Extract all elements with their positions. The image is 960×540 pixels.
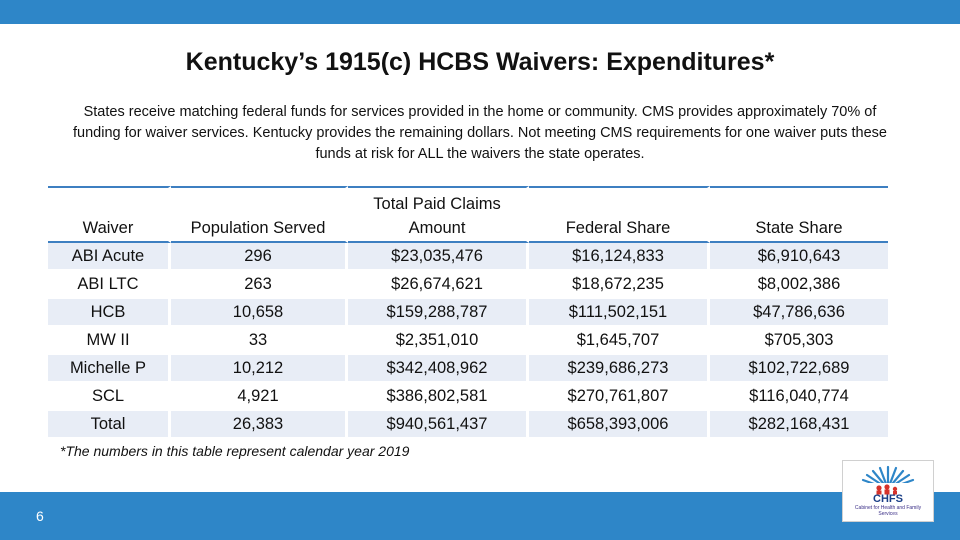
cell-total: $386,802,581 <box>348 383 529 411</box>
footnote: *The numbers in this table represent calendar year 2019 <box>60 443 410 459</box>
cell-federal: $239,686,273 <box>529 355 710 383</box>
cell-total: $26,674,621 <box>348 271 529 299</box>
cell-population: 4,921 <box>171 383 348 411</box>
chfs-logo-name: CHFS <box>873 493 903 505</box>
top-accent-bar <box>0 0 960 24</box>
cell-state: $8,002,386 <box>710 271 888 299</box>
cell-federal: $18,672,235 <box>529 271 710 299</box>
cell-population: 33 <box>171 327 348 355</box>
table-header-row <box>48 186 888 243</box>
cell-population: 296 <box>171 243 348 271</box>
cell-waiver: Michelle P <box>48 355 171 383</box>
cell-state: $116,040,774 <box>710 383 888 411</box>
cell-state: $705,303 <box>710 327 888 355</box>
page-number: 6 <box>36 508 44 524</box>
table-row <box>48 243 888 271</box>
cell-waiver: ABI LTC <box>48 271 171 299</box>
cell-waiver: ABI Acute <box>48 243 171 271</box>
table-row <box>48 299 888 327</box>
header-population: Population Served <box>171 186 348 243</box>
cell-population: 26,383 <box>171 411 348 439</box>
chfs-logo <box>842 460 934 522</box>
table-row <box>48 383 888 411</box>
cell-population: 263 <box>171 271 348 299</box>
cell-total: $940,561,437 <box>348 411 529 439</box>
slide-subtitle: States receive matching federal funds for services provided in the home or community. CMS provides approximately 70% of funding for waiver services. Kentucky provides the remaining dollars. Not meeting CMS requirements for one waiver puts these funds at risk for ALL the waivers the state operates. <box>73 104 887 162</box>
cell-total: $23,035,476 <box>348 243 529 271</box>
cell-federal: $16,124,833 <box>529 243 710 271</box>
header-state: State Share <box>710 186 888 243</box>
cell-total: $159,288,787 <box>348 299 529 327</box>
cell-state: $282,168,431 <box>710 411 888 439</box>
table-row <box>48 327 888 355</box>
expenditures-table <box>48 186 888 439</box>
table-row <box>48 355 888 383</box>
header-federal: Federal Share <box>529 186 710 243</box>
slide-title: Kentucky’s 1915(c) HCBS Waivers: Expenditures* <box>185 48 775 76</box>
cell-federal: $658,393,006 <box>529 411 710 439</box>
cell-total: $342,408,962 <box>348 355 529 383</box>
cell-state: $102,722,689 <box>710 355 888 383</box>
cell-population: 10,212 <box>171 355 348 383</box>
cell-state: $47,786,636 <box>710 299 888 327</box>
cell-waiver: Total <box>48 411 171 439</box>
cell-total: $2,351,010 <box>348 327 529 355</box>
cell-waiver: SCL <box>48 383 171 411</box>
cell-waiver: MW II <box>48 327 171 355</box>
header-total-line1: Total Paid Claims <box>373 195 501 213</box>
chfs-logo-subtext: Cabinet for Health and Family Services <box>854 505 922 517</box>
cell-federal: $1,645,707 <box>529 327 710 355</box>
header-total-paid <box>348 186 529 243</box>
cell-population: 10,658 <box>171 299 348 327</box>
chfs-logo-icon <box>843 461 933 495</box>
table-row-total <box>48 411 888 439</box>
bottom-accent-bar <box>0 492 960 540</box>
header-waiver: Waiver <box>48 186 171 243</box>
cell-waiver: HCB <box>48 299 171 327</box>
cell-state: $6,910,643 <box>710 243 888 271</box>
header-total-line2: Amount <box>408 219 466 237</box>
table-row <box>48 271 888 299</box>
cell-federal: $270,761,807 <box>529 383 710 411</box>
cell-federal: $111,502,151 <box>529 299 710 327</box>
